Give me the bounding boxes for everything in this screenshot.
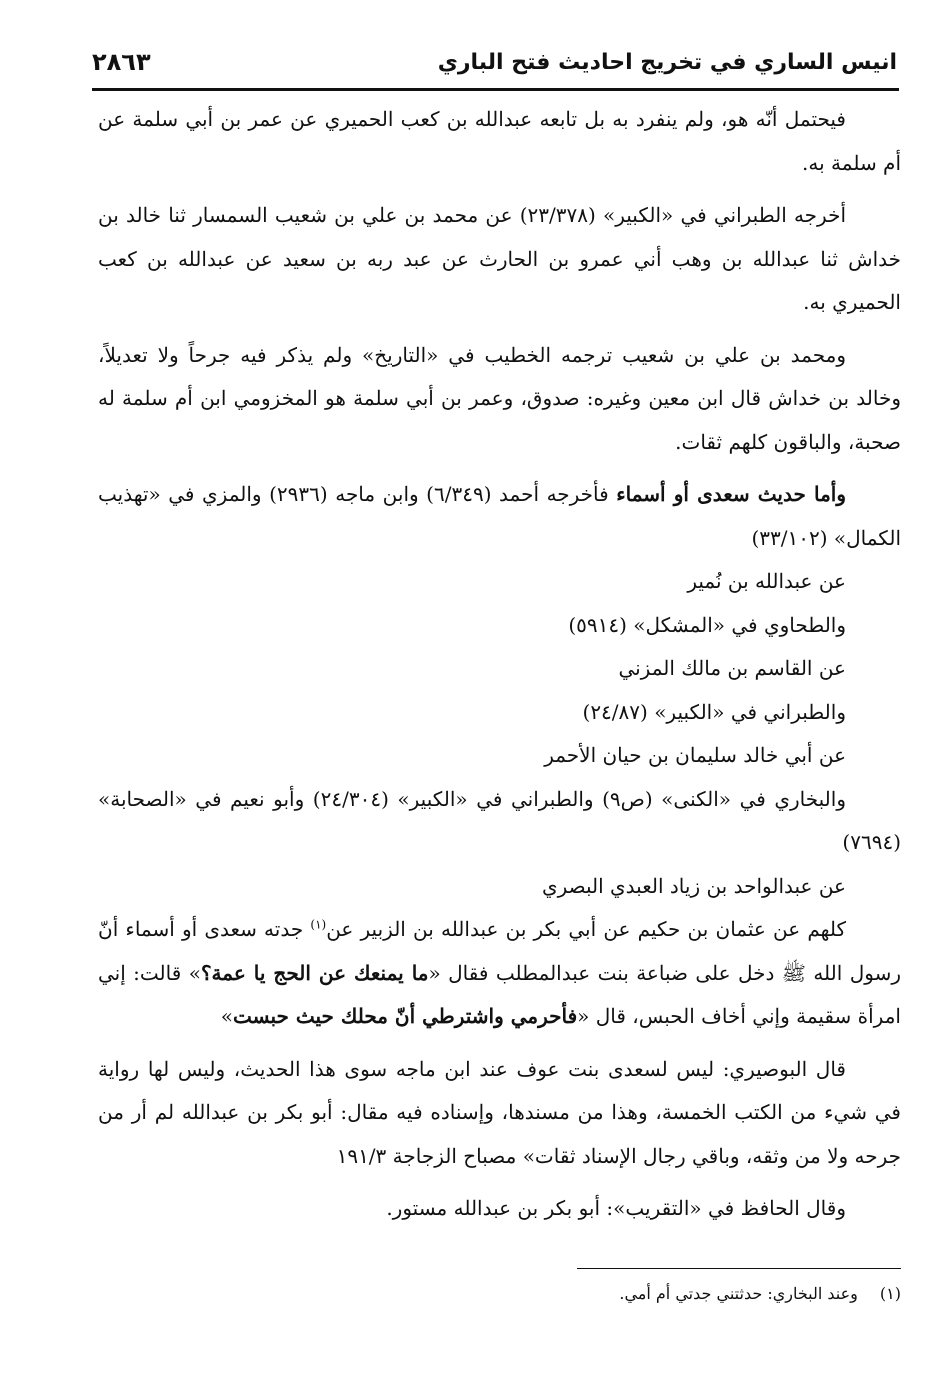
- chain-line: والبخاري في «الكنى» (ص٩) والطبراني في «الكبير» (٢٤/٣٠٤) وأبو نعيم في «الصحابة» (٧٦٩٤): [98, 786, 901, 854]
- hadith-title: وأما حديث سعدى أو أسماء: [616, 482, 847, 506]
- paragraph: وقال الحافظ في «التقريب»: أبو بكر بن عبدالله مستور.: [386, 1196, 846, 1220]
- paragraph: ومحمد بن علي بن شعيب ترجمه الخطيب في «التاريخ» ولم يذكر فيه جرحاً ولا تعديلاً، وخالد بن خداش قال ابن معين وغيره: صدوق، وعمر بن أبي سلمة هو المخزومي ابن أم سلمة له صحبة، والباقون كلهم ثقات.: [98, 342, 901, 454]
- main-text: [98, 98, 901, 1240]
- paragraph: أخرجه الطبراني في «الكبير» (٢٣/٣٧٨) عن محمد بن علي بن شعيب السمسار ثنا خالد بن خداش ثنا عبدالله بن وهب أني عمرو بن الحارث عن عبد ربه بن سعيد عن عبدالله بن كعب الحميري به.: [98, 203, 901, 314]
- chain-line: والطبراني في «الكبير» (٢٤/٨٧): [582, 699, 846, 724]
- hadith-intro: [98, 473, 901, 560]
- narration-text: »: [220, 1004, 233, 1028]
- page-header: [92, 38, 897, 86]
- narration-text: جدته سعدى أو أسماء أنّ رسول الله ﷺ دخل على ضباعة بنت عبدالمطلب فقال «: [98, 917, 901, 985]
- page-number: ٢٨٦٣: [92, 48, 151, 76]
- chain-line: عن عبدالواحد بن زياد العبدي البصري: [541, 873, 846, 898]
- paragraph: قال البوصيري: ليس لسعدى بنت عوف عند ابن ماجه سوى هذا الحديث، وليس لها رواية في شيء من الكتب الخمسة، وهذا من مسندها، وإسناده فيه مقال: أبو بكر بن عبدالله لم أر من جرحه ولا من وثقه، وباقي رجال الإسناد ثقات» مصباح الزجاجة ١٩١/٣: [98, 1056, 901, 1168]
- paragraph: فيحتمل أنّه هو، ولم ينفرد به بل تابعه عبدالله بن كعب الحميري عن عمر بن أبي سلمة عن أم سلمة به.: [98, 107, 901, 175]
- footnote-reference[interactable]: (١): [310, 917, 327, 932]
- chain-line: عن أبي خالد سليمان بن حيان الأحمر: [544, 743, 846, 767]
- narration-paragraph: [98, 908, 901, 1039]
- footnote: [98, 1276, 901, 1312]
- narration-text: كلهم عن عثمان بن حكيم عن أبي بكر بن عبدالله بن الزبير عن: [326, 917, 846, 941]
- header-divider: [92, 88, 899, 91]
- footnote-text: وعند البخاري: حدثتني جدتي أم أمي.: [619, 1284, 858, 1303]
- hadith-sources: فأخرجه أحمد (٦/٣٤٩) وابن ماجه (٢٩٣٦) والمزي في «تهذيب الكمال» (٣٣/١٠٢): [98, 482, 901, 550]
- running-title: انيس الساري في تخريج احاديث فتح الباري: [437, 49, 897, 75]
- hadith-quote: فأحرمي واشترطي أنّ محلك حيث حبست: [233, 1004, 578, 1028]
- footnote-divider: [577, 1268, 901, 1269]
- chain-line: والطحاوي في «المشكل» (٥٩١٤): [568, 612, 846, 637]
- chain-line: عن عبدالله بن نُمير: [687, 569, 846, 593]
- hadith-quote: ما يمنعك عن الحج يا عمة؟: [200, 960, 429, 985]
- narration-text: » قالت: إني امرأة سقيمة وإني أخاف الحبس، قال «: [98, 960, 901, 1028]
- chain-line: عن القاسم بن مالك المزني: [618, 656, 846, 680]
- footnote-number: (١): [879, 1284, 901, 1303]
